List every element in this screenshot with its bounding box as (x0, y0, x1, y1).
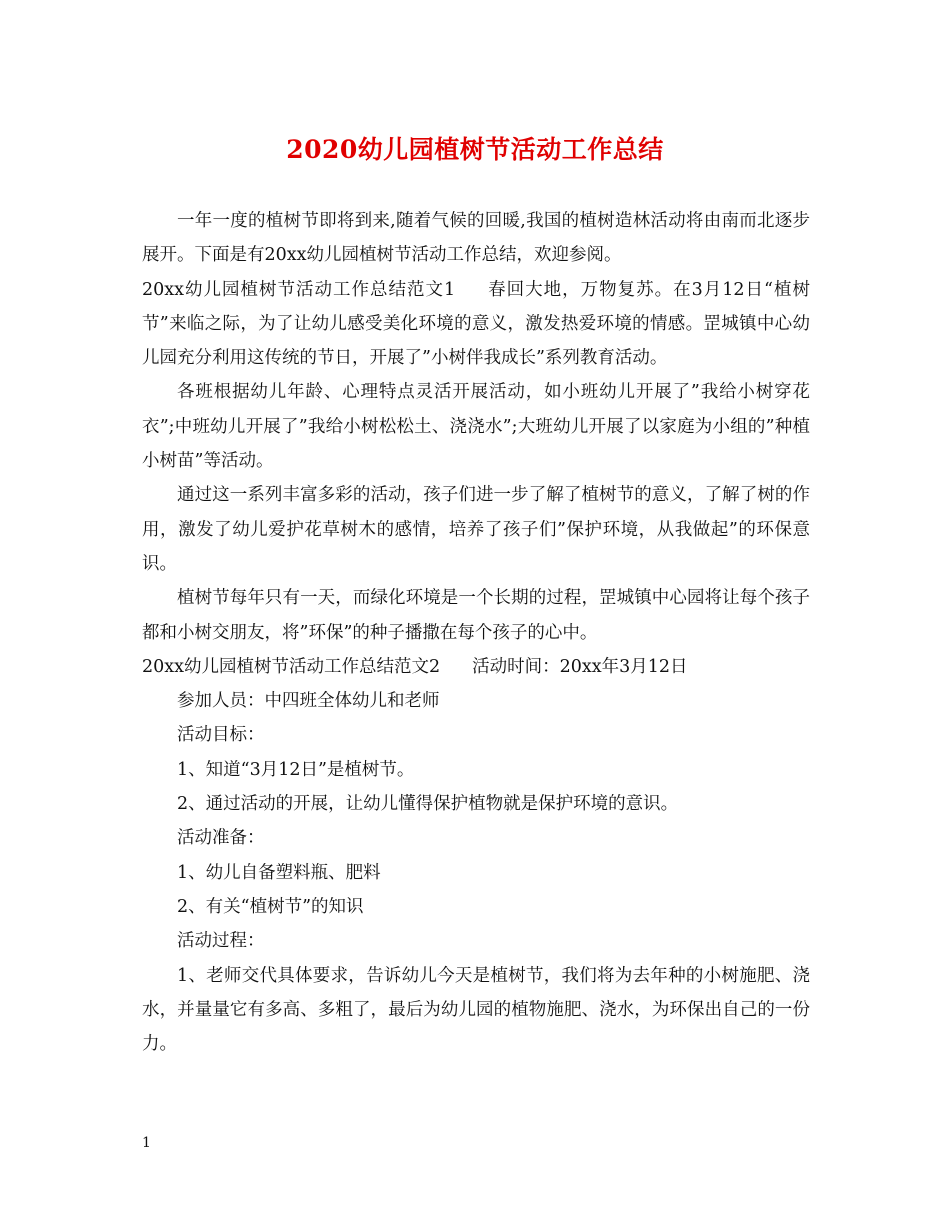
process-heading (142, 924, 810, 958)
sample-1-paragraph (142, 273, 810, 376)
process-item-1 (142, 959, 810, 1062)
paragraph-text: 春回大地，万物复苏。在3月12日“植树节”来临之际，为了让幼儿感受美化环境的意义，激发热爱环境的情感。罡城镇中心幼儿园充分利用这传统的节日，开展了”小树伴我成长”系列教育活动。 (142, 279, 810, 369)
page-number: 1 (142, 1135, 151, 1151)
intro-paragraph (142, 204, 810, 273)
goal-item-2 (142, 787, 810, 821)
activities-paragraph (142, 478, 810, 581)
goals-heading (142, 718, 810, 752)
paragraph-text: 各班根据幼儿年龄、心理特点灵活开展活动，如小班幼儿开展了”我给小树穿花衣”;中班幼儿开展了”我给小树松松土、浇浇水”;大班幼儿开展了以家庭为小组的”种植小树苗”等活动。 (142, 382, 810, 472)
paragraph-text: 活动准备： (177, 828, 265, 849)
paragraph-text: 通过这一系列丰富多彩的活动，孩子们进一步了解了植树节的意义，了解了树的作用，激发了幼儿爱护花草树木的感情，培养了孩子们”保护环境，从我做起”的环保意识。 (142, 485, 810, 574)
goal-item-1 (142, 753, 810, 787)
participants-line (142, 684, 810, 718)
paragraph-text: 1、幼儿自备塑料瓶、肥料 (177, 862, 381, 883)
paragraph-text: 2、有关“植树节”的知识 (177, 896, 364, 917)
section-heading: 20xx幼儿园植树节活动工作总结范文2 (142, 656, 441, 677)
paragraph-text: 活动目标： (177, 725, 265, 746)
paragraph-text: 植树节每年只有一天，而绿化环境是一个长期的过程，罡城镇中心园将让每个孩子都和小树交朋友，将”环保”的种子播撒在每个孩子的心中。 (142, 588, 810, 643)
paragraph-text: 参加人员：中四班全体幼儿和老师 (177, 691, 440, 712)
document-body (142, 204, 810, 1061)
preparation-item-1 (142, 856, 810, 890)
paragraph-text: 活动过程： (177, 931, 265, 952)
paragraph-text: 一年一度的植树节即将到来,随着气候的回暖,我国的植树造林活动将由南而北逐步展开。下面是有20xx幼儿园植树节活动工作总结，欢迎参阅。 (142, 211, 810, 266)
preparation-item-2 (142, 890, 810, 924)
paragraph-text: 2、通过活动的开展，让幼儿懂得保护植物就是保护环境的意识。 (177, 794, 679, 815)
classes-paragraph (142, 375, 810, 478)
preparation-heading (142, 821, 810, 855)
section-heading: 20xx幼儿园植树节活动工作总结范文1 (142, 279, 456, 300)
paragraph-text: 1、老师交代具体要求，告诉幼儿今天是植树节，我们将为去年种的小树施肥、浇水，并量量它有多高、多粗了，最后为幼儿园的植物施肥、浇水，为环保出自己的一份力。 (142, 965, 810, 1055)
paragraph-text: 1、知道“3月12日”是植树节。 (177, 759, 415, 780)
document-title: 2020幼儿园植树节活动工作总结 (286, 135, 664, 164)
sample-2-paragraph (142, 650, 810, 684)
greening-paragraph (142, 581, 810, 650)
paragraph-text: 活动时间：20xx年3月12日 (472, 656, 688, 677)
